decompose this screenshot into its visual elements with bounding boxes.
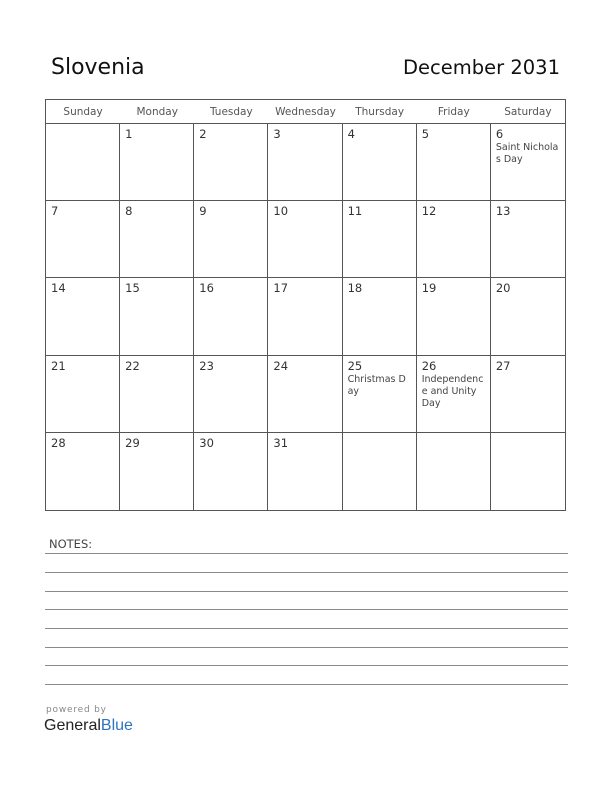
day-cell	[417, 278, 491, 355]
notes-label: NOTES:	[49, 537, 93, 551]
day-number: 2	[199, 127, 207, 141]
day-cell	[491, 433, 565, 510]
notes-line	[45, 609, 568, 610]
day-cell	[268, 356, 342, 433]
brand-logo	[44, 717, 133, 735]
notes-line	[45, 628, 568, 629]
day-number: 4	[347, 127, 355, 141]
notes-line	[45, 647, 568, 648]
day-number: 9	[199, 204, 207, 219]
brand-name-part2: Blue	[100, 717, 133, 734]
day-cell	[268, 278, 342, 355]
day-number: 20	[495, 281, 511, 296]
day-number: 16	[199, 281, 214, 296]
day-cell	[417, 124, 491, 201]
calendar-grid	[45, 99, 566, 511]
day-number: 12	[421, 204, 437, 219]
day-cell	[120, 124, 194, 201]
day-cell	[268, 433, 342, 510]
day-number: 19	[421, 281, 437, 296]
day-number: 10	[273, 204, 289, 219]
day-number: 28	[51, 435, 66, 450]
day-number: 27	[495, 358, 511, 373]
holiday-label: Christmas Day	[347, 373, 406, 397]
day-cell	[491, 356, 565, 433]
day-number: 18	[347, 281, 363, 296]
holiday-label: Independence and Unity Day	[421, 373, 484, 409]
day-cell	[343, 356, 417, 433]
notes-line	[45, 684, 568, 685]
powered-by-text: powered by	[46, 705, 107, 715]
day-number: 5	[421, 127, 430, 141]
day-cell	[46, 201, 120, 278]
day-number: 7	[51, 204, 59, 219]
day-number: 17	[273, 281, 289, 296]
day-number: 29	[125, 435, 140, 450]
day-number: 24	[273, 358, 289, 373]
day-number: 26	[421, 358, 437, 373]
day-cell	[194, 124, 268, 201]
notes-line	[45, 572, 568, 573]
holiday-label: Saint Nicholas Day	[495, 142, 559, 165]
day-cell	[417, 356, 491, 433]
weekday-header: Tuesday	[194, 100, 268, 124]
day-cell	[120, 201, 194, 278]
day-cell	[491, 201, 565, 278]
day-number: 6	[495, 127, 504, 141]
day-number: 30	[199, 435, 214, 450]
notes-line	[45, 553, 568, 554]
day-number: 21	[51, 358, 66, 373]
day-number: 3	[273, 127, 281, 141]
day-cell	[120, 433, 194, 510]
day-cell	[417, 433, 491, 510]
day-number: 13	[495, 204, 511, 219]
day-cell	[46, 356, 120, 433]
day-cell	[194, 356, 268, 433]
weekday-header: Wednesday	[268, 100, 342, 124]
day-number: 23	[199, 358, 214, 373]
day-cell	[268, 124, 342, 201]
day-cell	[343, 124, 417, 201]
month-title: December 2031	[403, 56, 560, 79]
day-number: 8	[125, 204, 133, 219]
weekday-header: Saturday	[491, 100, 565, 124]
notes-line	[45, 591, 568, 592]
day-cell	[120, 278, 194, 355]
day-cell	[268, 201, 342, 278]
weekday-header: Thursday	[343, 100, 417, 124]
day-number: 1	[125, 127, 133, 141]
day-cell	[46, 278, 120, 355]
notes-line	[45, 665, 568, 666]
brand-name-part1: General	[44, 717, 101, 734]
day-cell	[46, 124, 120, 201]
day-cell	[491, 124, 565, 201]
day-cell	[120, 356, 194, 433]
weekday-header: Friday	[417, 100, 491, 124]
day-number: 22	[125, 358, 140, 373]
day-cell	[194, 278, 268, 355]
day-cell	[343, 278, 417, 355]
day-cell	[194, 201, 268, 278]
day-number: 14	[51, 281, 66, 296]
day-cell	[343, 433, 417, 510]
day-number: 31	[273, 435, 289, 450]
day-number: 11	[347, 204, 363, 219]
day-cell	[491, 278, 565, 355]
day-cell	[46, 433, 120, 510]
day-number: 15	[125, 281, 140, 296]
day-cell	[417, 201, 491, 278]
day-cell	[343, 201, 417, 278]
weekday-header: Sunday	[46, 100, 120, 124]
country-title: Slovenia	[51, 55, 145, 80]
day-number: 25	[347, 358, 363, 373]
day-cell	[194, 433, 268, 510]
weekday-header: Monday	[120, 100, 194, 124]
